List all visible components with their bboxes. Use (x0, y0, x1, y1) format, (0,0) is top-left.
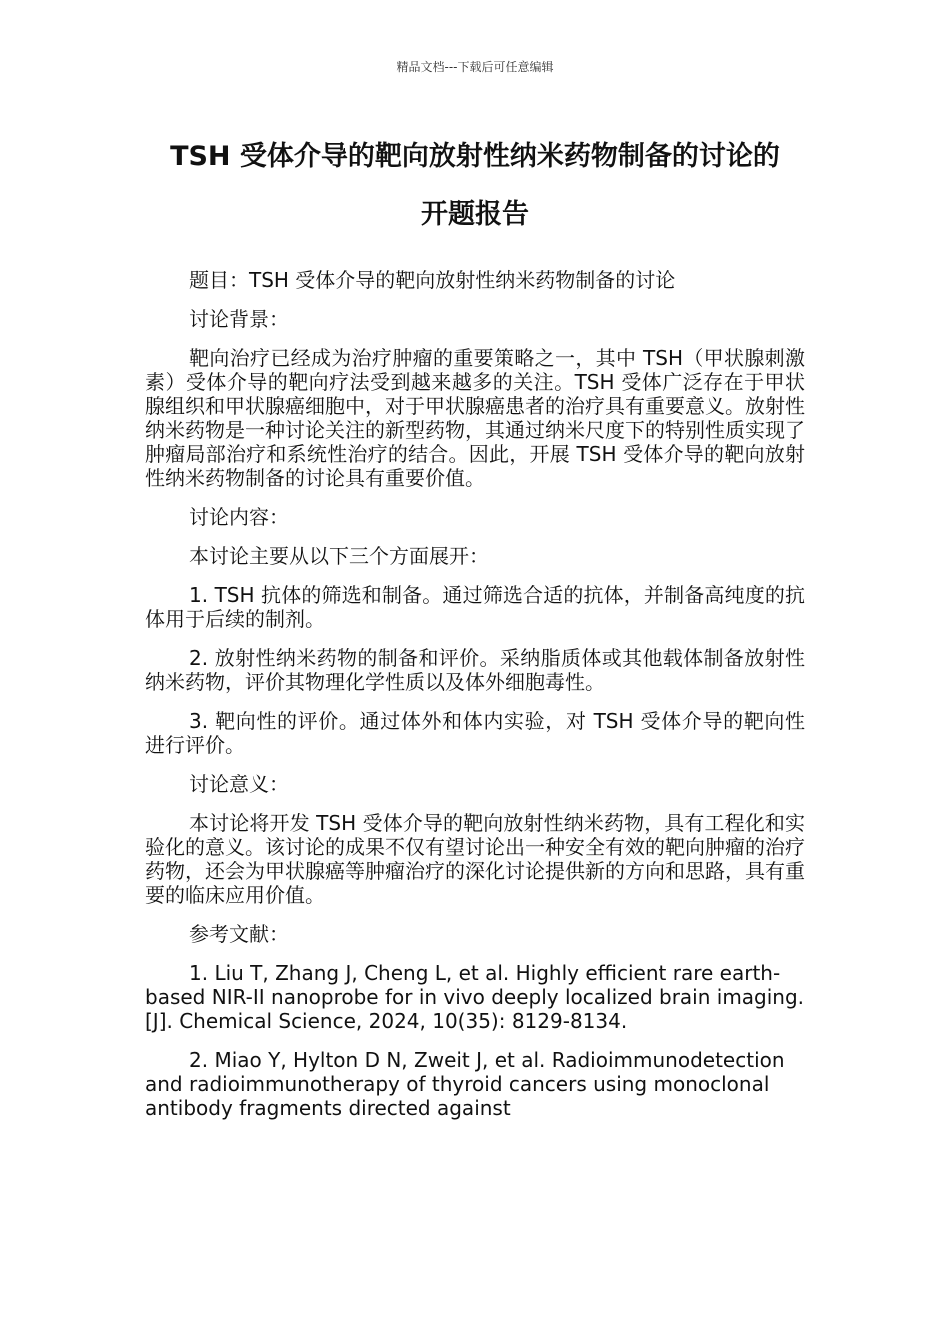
running-header: 精品文档---下载后可任意编辑 (396, 60, 554, 74)
significance-paragraph: 本讨论将开发 TSH 受体介导的靶向放射性纳米药物，具有工程化和实验化的意义。该讨论的成果不仅有望讨论出一种安全有效的靶向肿瘤的治疗药物，还会为甲状腺癌等肿瘤治疗的深化讨论提供新的方向和思路，具有重要的临床应用价值。 (145, 811, 805, 907)
section-heading-references: 参考文献： (189, 922, 289, 946)
content-item-2: 2. 放射性纳米药物的制备和评价。采纳脂质体或其他载体制备放射性纳米药物，评价其物理化学性质以及体外细胞毒性。 (145, 646, 805, 694)
content-item-3: 3. 靶向性的评价。通过体外和体内实验，对 TSH 受体介导的靶向性进行评价。 (145, 709, 805, 757)
section-heading-background: 讨论背景： (189, 307, 289, 331)
title-line-1: TSH 受体介导的靶向放射性纳米药物制备的讨论的 (170, 141, 780, 172)
background-paragraph: 靶向治疗已经成为治疗肿瘤的重要策略之一，其中 TSH（甲状腺刺激素）受体介导的靶向疗法受到越来越多的关注。TSH 受体广泛存在于甲状腺组织和甲状腺癌细胞中，对于甲状腺癌患者的治疗具有重要意义。放射性纳米药物是一种讨论关注的新型药物，其通过纳米尺度下的特别性质实现了肿瘤局部治疗和系统性治疗的结合。因此，开展 TSH 受体介导的靶向放射性纳米药物制备的讨论具有重要价值。 (145, 346, 805, 490)
title-line-2: 开题报告 (421, 199, 529, 230)
document-body (145, 268, 805, 1135)
content-item-1: 1. TSH 抗体的筛选和制备。通过筛选合适的抗体，并制备高纯度的抗体用于后续的制剂。 (145, 583, 805, 631)
content-intro: 本讨论主要从以下三个方面展开： (189, 544, 489, 568)
section-heading-significance: 讨论意义： (189, 772, 289, 796)
reference-item-1: 1. Liu T, Zhang J, Cheng L, et al. Highly efficient rare earth-based NIR-II nanoprobe for in vivo deeply localized brain imaging.[J]. Chemical Science, 2024, 10(35): 8129-8134. (145, 961, 805, 1033)
document-title (145, 128, 805, 244)
topic-line: 题目：TSH 受体介导的靶向放射性纳米药物制备的讨论 (189, 268, 676, 292)
section-heading-content: 讨论内容： (189, 505, 289, 529)
reference-item-2: 2. Miao Y, Hylton D N, Zweit J, et al. Radioimmunodetection and radioimmunotherapy of thyroid cancers using monoclonal antibody fragments directed against (145, 1048, 785, 1120)
